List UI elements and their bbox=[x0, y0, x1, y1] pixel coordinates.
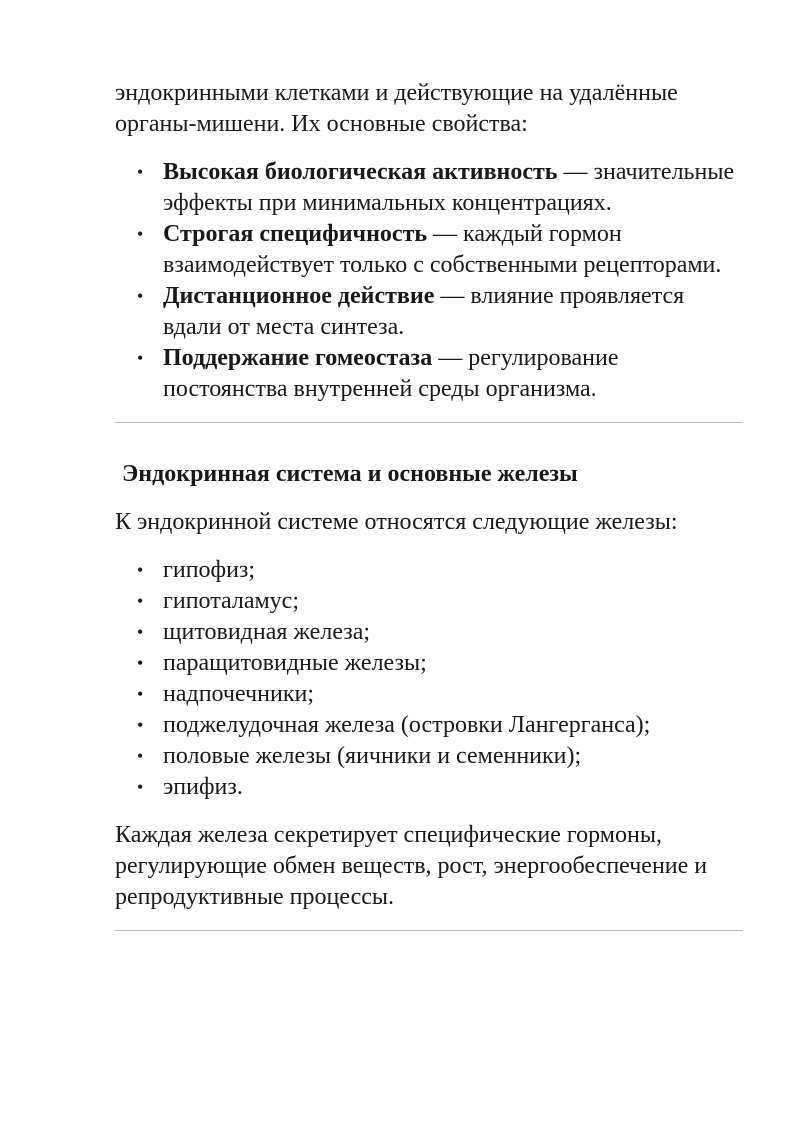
section-heading: Эндокринная система и основные железы bbox=[122, 461, 578, 487]
section-divider bbox=[115, 930, 743, 931]
gland-name: половые железы (яичники и семенники); bbox=[163, 743, 582, 769]
property-description: — влияние проявляется вдали от места синтеза. bbox=[163, 283, 685, 340]
bullet-icon: • bbox=[137, 560, 144, 580]
bullet-icon: • bbox=[137, 348, 144, 368]
property-term: Строгая специфичность bbox=[163, 221, 428, 247]
gland-name: гипофиз; bbox=[163, 557, 256, 583]
property-term: Поддержание гомеостаза bbox=[163, 345, 433, 371]
list-item bbox=[115, 741, 745, 772]
gland-name: щитовидная железа; bbox=[163, 619, 371, 645]
bullet-icon: • bbox=[137, 286, 144, 306]
bullet-icon: • bbox=[137, 653, 144, 673]
property-description: — регулирование постоянства внутренней среды организма. bbox=[163, 345, 619, 402]
list-item bbox=[115, 617, 745, 648]
document-page bbox=[115, 78, 745, 931]
property-description: — значительные эффекты при минимальных концентрациях. bbox=[163, 159, 735, 216]
property-term: Дистанционное действие bbox=[163, 283, 435, 309]
list-item bbox=[115, 219, 745, 281]
glands-list bbox=[115, 555, 745, 803]
list-item bbox=[115, 343, 745, 405]
properties-list bbox=[115, 157, 745, 405]
gland-name: надпочечники; bbox=[163, 681, 314, 707]
bullet-icon: • bbox=[137, 622, 144, 642]
conclusion-paragraph: Каждая железа секретирует специфические гормоны, регулирующие обмен веществ, рост, энергообеспечение и репродуктивные процессы. bbox=[115, 822, 708, 910]
list-item bbox=[115, 157, 745, 219]
list-item bbox=[115, 772, 745, 803]
gland-name: эпифиз. bbox=[163, 774, 243, 800]
glands-intro-paragraph: К эндокринной системе относятся следующие железы: bbox=[115, 509, 678, 535]
bullet-icon: • bbox=[137, 224, 144, 244]
list-item bbox=[115, 281, 745, 343]
list-item bbox=[115, 648, 745, 679]
property-term: Высокая биологическая активность bbox=[163, 159, 558, 185]
property-description: — каждый гормон взаимодействует только с собственными рецепторами. bbox=[163, 221, 722, 278]
gland-name: гипоталамус; bbox=[163, 588, 299, 614]
bullet-icon: • bbox=[137, 715, 144, 735]
bullet-icon: • bbox=[137, 746, 144, 766]
list-item bbox=[115, 555, 745, 586]
gland-name: паращитовидные железы; bbox=[163, 650, 427, 676]
list-item bbox=[115, 710, 745, 741]
bullet-icon: • bbox=[137, 162, 144, 182]
section-divider bbox=[115, 422, 743, 423]
intro-paragraph: эндокринными клетками и действующие на удалённые органы-мишени. Их основные свойства: bbox=[115, 80, 678, 137]
list-item bbox=[115, 586, 745, 617]
bullet-icon: • bbox=[137, 777, 144, 797]
bullet-icon: • bbox=[137, 684, 144, 704]
bullet-icon: • bbox=[137, 591, 144, 611]
list-item bbox=[115, 679, 745, 710]
gland-name: поджелудочная железа (островки Лангерганса); bbox=[163, 712, 651, 738]
